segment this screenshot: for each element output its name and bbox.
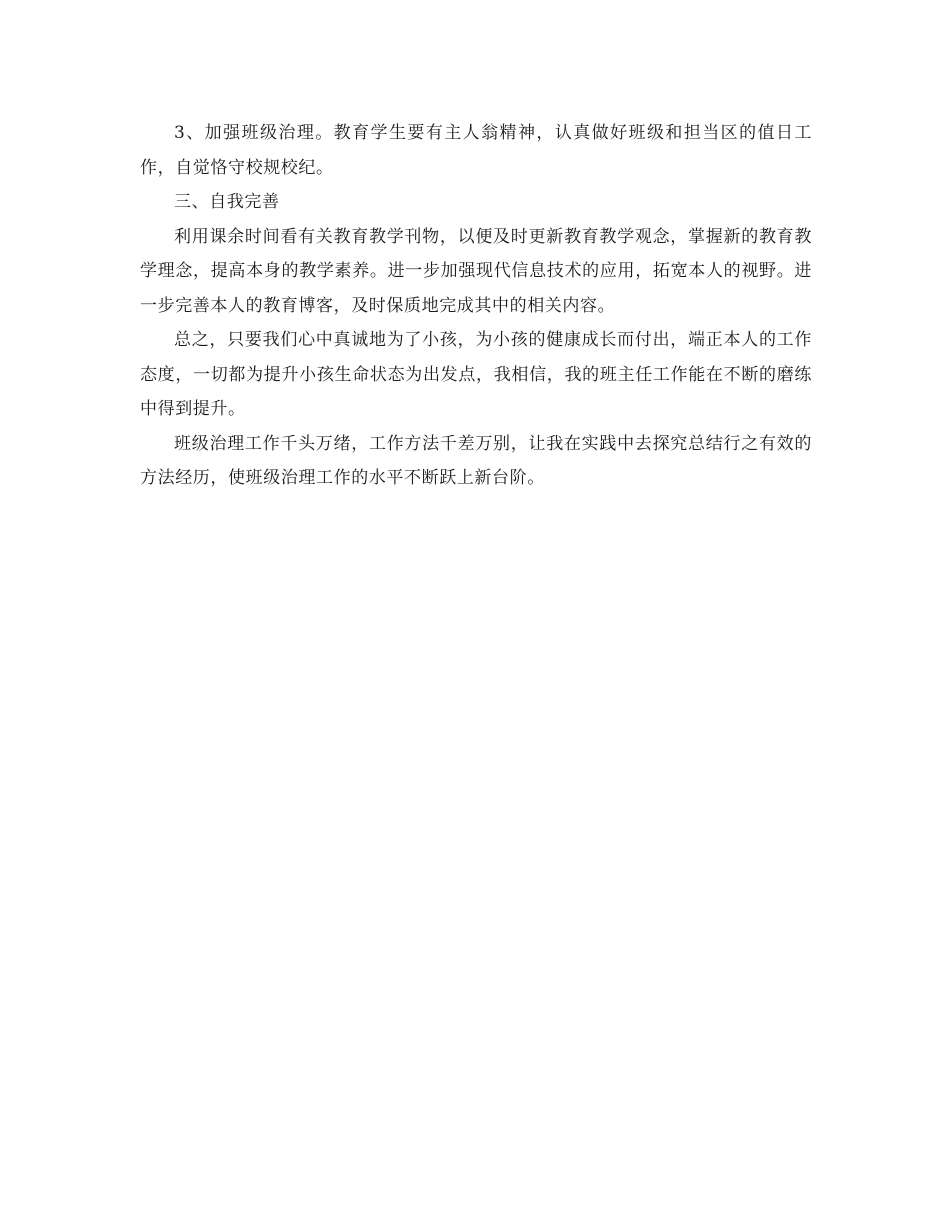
paragraph-self-study: 利用课余时间看有关教育教学刊物，以便及时更新教育教学观念，掌握新的教育教学理念，提高本身的教学素养。进一步加强现代信息技术的应用，拓宽本人的视野。进一步完善本人的教育博客，及时保质地完成其中的相关内容。 [140, 226, 812, 316]
section-heading-self-improvement: 三、自我完善 [174, 192, 280, 212]
paragraph-summary: 总之，只要我们心中真诚地为了小孩，为小孩的健康成长而付出，端正本人的工作态度，一切都为提升小孩生命状态为出发点，我相信，我的班主任工作能在不断的磨练中得到提升。 [140, 330, 812, 419]
document-body [140, 116, 812, 496]
paragraph-class-management: 3、加强班级治理。教育学生要有主人翁精神，认真做好班级和担当区的值日工作，自觉恪守校规校纪。 [140, 123, 812, 178]
paragraph-conclusion: 班级治理工作千头万绪，工作方法千差万别，让我在实践中去探究总结行之有效的方法经历，使班级治理工作的水平不断跃上新台阶。 [140, 433, 812, 488]
